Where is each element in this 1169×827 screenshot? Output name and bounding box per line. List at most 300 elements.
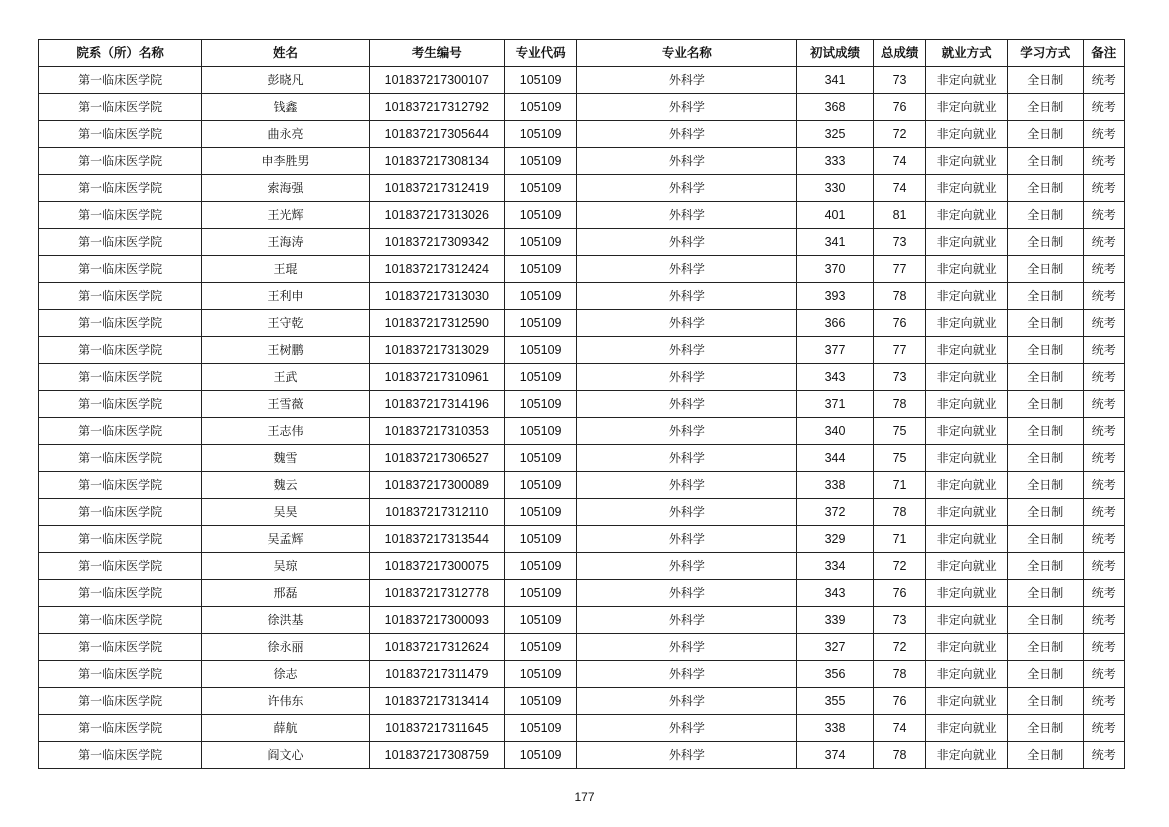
cell-name: 申李胜男 — [202, 148, 369, 175]
cell-major-name: 外科学 — [577, 553, 797, 580]
cell-prelim-score: 366 — [797, 310, 874, 337]
cell-candidate-id: 101837217313544 — [369, 526, 504, 553]
cell-major-name: 外科学 — [577, 580, 797, 607]
cell-total-score: 77 — [873, 337, 925, 364]
cell-remarks: 统考 — [1083, 364, 1124, 391]
cell-department: 第一临床医学院 — [39, 661, 202, 688]
table-row — [39, 688, 1125, 715]
column-header-prelim-score: 初试成绩 — [797, 40, 874, 67]
header-row — [39, 40, 1125, 67]
cell-total-score: 73 — [873, 67, 925, 94]
cell-major-code: 105109 — [504, 418, 577, 445]
cell-major-name: 外科学 — [577, 742, 797, 769]
cell-employment-type: 非定向就业 — [926, 121, 1008, 148]
cell-prelim-score: 343 — [797, 580, 874, 607]
cell-employment-type: 非定向就业 — [926, 310, 1008, 337]
cell-candidate-id: 101837217308759 — [369, 742, 504, 769]
cell-candidate-id: 101837217312792 — [369, 94, 504, 121]
table-row — [39, 283, 1125, 310]
cell-employment-type: 非定向就业 — [926, 445, 1008, 472]
cell-candidate-id: 101837217312424 — [369, 256, 504, 283]
cell-total-score: 78 — [873, 283, 925, 310]
cell-employment-type: 非定向就业 — [926, 553, 1008, 580]
cell-total-score: 77 — [873, 256, 925, 283]
cell-employment-type: 非定向就业 — [926, 94, 1008, 121]
cell-study-mode: 全日制 — [1007, 364, 1083, 391]
cell-major-code: 105109 — [504, 256, 577, 283]
admission-table — [38, 39, 1125, 769]
cell-name: 王光辉 — [202, 202, 369, 229]
cell-candidate-id: 101837217312110 — [369, 499, 504, 526]
table-row — [39, 94, 1125, 121]
cell-study-mode: 全日制 — [1007, 310, 1083, 337]
cell-name: 薛航 — [202, 715, 369, 742]
cell-name: 钱鑫 — [202, 94, 369, 121]
cell-candidate-id: 101837217306527 — [369, 445, 504, 472]
cell-candidate-id: 101837217310353 — [369, 418, 504, 445]
table-row — [39, 202, 1125, 229]
cell-remarks: 统考 — [1083, 391, 1124, 418]
cell-major-code: 105109 — [504, 634, 577, 661]
cell-major-name: 外科学 — [577, 310, 797, 337]
cell-study-mode: 全日制 — [1007, 67, 1083, 94]
cell-major-code: 105109 — [504, 94, 577, 121]
cell-department: 第一临床医学院 — [39, 256, 202, 283]
cell-major-code: 105109 — [504, 391, 577, 418]
cell-candidate-id: 101837217312624 — [369, 634, 504, 661]
cell-prelim-score: 333 — [797, 148, 874, 175]
cell-study-mode: 全日制 — [1007, 175, 1083, 202]
cell-employment-type: 非定向就业 — [926, 580, 1008, 607]
cell-employment-type: 非定向就业 — [926, 391, 1008, 418]
cell-candidate-id: 101837217300093 — [369, 607, 504, 634]
cell-study-mode: 全日制 — [1007, 553, 1083, 580]
cell-employment-type: 非定向就业 — [926, 364, 1008, 391]
table-row — [39, 715, 1125, 742]
cell-remarks: 统考 — [1083, 418, 1124, 445]
cell-name: 邢磊 — [202, 580, 369, 607]
cell-study-mode: 全日制 — [1007, 688, 1083, 715]
cell-candidate-id: 101837217300089 — [369, 472, 504, 499]
table-row — [39, 121, 1125, 148]
cell-study-mode: 全日制 — [1007, 472, 1083, 499]
cell-employment-type: 非定向就业 — [926, 526, 1008, 553]
cell-study-mode: 全日制 — [1007, 202, 1083, 229]
cell-candidate-id: 101837217300075 — [369, 553, 504, 580]
cell-prelim-score: 344 — [797, 445, 874, 472]
admission-list — [38, 39, 1125, 769]
cell-major-name: 外科学 — [577, 148, 797, 175]
cell-candidate-id: 101837217311479 — [369, 661, 504, 688]
cell-total-score: 73 — [873, 607, 925, 634]
table-row — [39, 661, 1125, 688]
cell-department: 第一临床医学院 — [39, 445, 202, 472]
cell-major-name: 外科学 — [577, 688, 797, 715]
table-row — [39, 580, 1125, 607]
cell-candidate-id: 101837217313414 — [369, 688, 504, 715]
cell-total-score: 76 — [873, 310, 925, 337]
cell-major-name: 外科学 — [577, 67, 797, 94]
cell-major-name: 外科学 — [577, 661, 797, 688]
cell-remarks: 统考 — [1083, 742, 1124, 769]
cell-name: 王志伟 — [202, 418, 369, 445]
cell-study-mode: 全日制 — [1007, 526, 1083, 553]
cell-study-mode: 全日制 — [1007, 418, 1083, 445]
table-row — [39, 391, 1125, 418]
cell-prelim-score: 339 — [797, 607, 874, 634]
cell-major-code: 105109 — [504, 175, 577, 202]
cell-employment-type: 非定向就业 — [926, 499, 1008, 526]
cell-study-mode: 全日制 — [1007, 391, 1083, 418]
cell-prelim-score: 325 — [797, 121, 874, 148]
table-row — [39, 472, 1125, 499]
cell-prelim-score: 327 — [797, 634, 874, 661]
column-header-department: 院系（所）名称 — [39, 40, 202, 67]
cell-major-code: 105109 — [504, 472, 577, 499]
cell-department: 第一临床医学院 — [39, 580, 202, 607]
cell-name: 王树鹏 — [202, 337, 369, 364]
cell-total-score: 78 — [873, 742, 925, 769]
column-header-total-score: 总成绩 — [873, 40, 925, 67]
cell-prelim-score: 372 — [797, 499, 874, 526]
cell-major-code: 105109 — [504, 67, 577, 94]
cell-prelim-score: 371 — [797, 391, 874, 418]
cell-remarks: 统考 — [1083, 499, 1124, 526]
cell-prelim-score: 330 — [797, 175, 874, 202]
cell-total-score: 78 — [873, 499, 925, 526]
cell-major-code: 105109 — [504, 688, 577, 715]
cell-total-score: 74 — [873, 715, 925, 742]
cell-department: 第一临床医学院 — [39, 67, 202, 94]
cell-employment-type: 非定向就业 — [926, 742, 1008, 769]
cell-major-name: 外科学 — [577, 391, 797, 418]
table-row — [39, 499, 1125, 526]
table-row — [39, 229, 1125, 256]
cell-department: 第一临床医学院 — [39, 175, 202, 202]
cell-remarks: 统考 — [1083, 661, 1124, 688]
cell-department: 第一临床医学院 — [39, 364, 202, 391]
cell-total-score: 78 — [873, 661, 925, 688]
cell-study-mode: 全日制 — [1007, 499, 1083, 526]
cell-employment-type: 非定向就业 — [926, 175, 1008, 202]
cell-name: 王海涛 — [202, 229, 369, 256]
cell-total-score: 71 — [873, 472, 925, 499]
cell-employment-type: 非定向就业 — [926, 256, 1008, 283]
table-row — [39, 364, 1125, 391]
cell-department: 第一临床医学院 — [39, 391, 202, 418]
cell-total-score: 75 — [873, 445, 925, 472]
cell-name: 吴昊 — [202, 499, 369, 526]
cell-study-mode: 全日制 — [1007, 283, 1083, 310]
cell-remarks: 统考 — [1083, 634, 1124, 661]
cell-department: 第一临床医学院 — [39, 526, 202, 553]
table-row — [39, 67, 1125, 94]
cell-remarks: 统考 — [1083, 175, 1124, 202]
cell-major-name: 外科学 — [577, 445, 797, 472]
cell-name: 吴孟辉 — [202, 526, 369, 553]
cell-study-mode: 全日制 — [1007, 148, 1083, 175]
cell-department: 第一临床医学院 — [39, 283, 202, 310]
cell-name: 王利申 — [202, 283, 369, 310]
cell-employment-type: 非定向就业 — [926, 472, 1008, 499]
cell-remarks: 统考 — [1083, 580, 1124, 607]
cell-employment-type: 非定向就业 — [926, 67, 1008, 94]
cell-name: 徐志 — [202, 661, 369, 688]
cell-prelim-score: 374 — [797, 742, 874, 769]
cell-remarks: 统考 — [1083, 337, 1124, 364]
cell-major-code: 105109 — [504, 310, 577, 337]
cell-prelim-score: 401 — [797, 202, 874, 229]
cell-total-score: 74 — [873, 148, 925, 175]
cell-candidate-id: 101837217313029 — [369, 337, 504, 364]
cell-employment-type: 非定向就业 — [926, 283, 1008, 310]
cell-prelim-score: 370 — [797, 256, 874, 283]
column-header-candidate-id: 考生编号 — [369, 40, 504, 67]
cell-employment-type: 非定向就业 — [926, 229, 1008, 256]
cell-total-score: 71 — [873, 526, 925, 553]
table-row — [39, 148, 1125, 175]
cell-total-score: 78 — [873, 391, 925, 418]
cell-study-mode: 全日制 — [1007, 121, 1083, 148]
cell-study-mode: 全日制 — [1007, 94, 1083, 121]
cell-total-score: 75 — [873, 418, 925, 445]
cell-employment-type: 非定向就业 — [926, 715, 1008, 742]
cell-major-name: 外科学 — [577, 634, 797, 661]
cell-study-mode: 全日制 — [1007, 607, 1083, 634]
table-row — [39, 742, 1125, 769]
cell-prelim-score: 393 — [797, 283, 874, 310]
cell-total-score: 74 — [873, 175, 925, 202]
cell-major-code: 105109 — [504, 553, 577, 580]
cell-department: 第一临床医学院 — [39, 229, 202, 256]
cell-total-score: 76 — [873, 688, 925, 715]
cell-study-mode: 全日制 — [1007, 580, 1083, 607]
table-row — [39, 634, 1125, 661]
cell-department: 第一临床医学院 — [39, 418, 202, 445]
cell-major-name: 外科学 — [577, 607, 797, 634]
cell-prelim-score: 338 — [797, 472, 874, 499]
cell-name: 彭晓凡 — [202, 67, 369, 94]
cell-department: 第一临床医学院 — [39, 121, 202, 148]
cell-major-name: 外科学 — [577, 364, 797, 391]
cell-major-code: 105109 — [504, 202, 577, 229]
cell-candidate-id: 101837217300107 — [369, 67, 504, 94]
cell-name: 曲永亮 — [202, 121, 369, 148]
cell-remarks: 统考 — [1083, 283, 1124, 310]
cell-total-score: 73 — [873, 364, 925, 391]
cell-major-name: 外科学 — [577, 499, 797, 526]
cell-major-code: 105109 — [504, 445, 577, 472]
cell-remarks: 统考 — [1083, 526, 1124, 553]
cell-employment-type: 非定向就业 — [926, 661, 1008, 688]
cell-major-name: 外科学 — [577, 175, 797, 202]
cell-major-code: 105109 — [504, 364, 577, 391]
cell-remarks: 统考 — [1083, 148, 1124, 175]
table-row — [39, 526, 1125, 553]
cell-prelim-score: 356 — [797, 661, 874, 688]
cell-department: 第一临床医学院 — [39, 499, 202, 526]
cell-employment-type: 非定向就业 — [926, 148, 1008, 175]
cell-study-mode: 全日制 — [1007, 634, 1083, 661]
cell-major-code: 105109 — [504, 526, 577, 553]
cell-name: 王守乾 — [202, 310, 369, 337]
cell-major-name: 外科学 — [577, 472, 797, 499]
cell-major-code: 105109 — [504, 661, 577, 688]
table-row — [39, 310, 1125, 337]
cell-department: 第一临床医学院 — [39, 337, 202, 364]
cell-total-score: 81 — [873, 202, 925, 229]
cell-remarks: 统考 — [1083, 553, 1124, 580]
cell-department: 第一临床医学院 — [39, 202, 202, 229]
cell-total-score: 72 — [873, 553, 925, 580]
cell-remarks: 统考 — [1083, 94, 1124, 121]
cell-employment-type: 非定向就业 — [926, 337, 1008, 364]
cell-name: 王雪薇 — [202, 391, 369, 418]
table-row — [39, 553, 1125, 580]
cell-study-mode: 全日制 — [1007, 742, 1083, 769]
column-header-employment-type: 就业方式 — [926, 40, 1008, 67]
cell-candidate-id: 101837217312419 — [369, 175, 504, 202]
cell-department: 第一临床医学院 — [39, 634, 202, 661]
cell-major-code: 105109 — [504, 229, 577, 256]
cell-department: 第一临床医学院 — [39, 310, 202, 337]
cell-remarks: 统考 — [1083, 445, 1124, 472]
table-body — [39, 67, 1125, 769]
cell-major-name: 外科学 — [577, 94, 797, 121]
cell-remarks: 统考 — [1083, 607, 1124, 634]
cell-candidate-id: 101837217305644 — [369, 121, 504, 148]
cell-major-code: 105109 — [504, 607, 577, 634]
table-row — [39, 256, 1125, 283]
cell-candidate-id: 101837217309342 — [369, 229, 504, 256]
cell-department: 第一临床医学院 — [39, 472, 202, 499]
cell-major-code: 105109 — [504, 283, 577, 310]
column-header-major-name: 专业名称 — [577, 40, 797, 67]
cell-remarks: 统考 — [1083, 67, 1124, 94]
cell-name: 王武 — [202, 364, 369, 391]
table-row — [39, 337, 1125, 364]
cell-prelim-score: 368 — [797, 94, 874, 121]
column-header-name: 姓名 — [202, 40, 369, 67]
cell-study-mode: 全日制 — [1007, 337, 1083, 364]
cell-study-mode: 全日制 — [1007, 229, 1083, 256]
cell-major-name: 外科学 — [577, 337, 797, 364]
cell-remarks: 统考 — [1083, 229, 1124, 256]
cell-total-score: 76 — [873, 580, 925, 607]
cell-study-mode: 全日制 — [1007, 445, 1083, 472]
cell-remarks: 统考 — [1083, 202, 1124, 229]
table-row — [39, 175, 1125, 202]
cell-prelim-score: 341 — [797, 67, 874, 94]
cell-major-code: 105109 — [504, 121, 577, 148]
cell-major-name: 外科学 — [577, 715, 797, 742]
cell-employment-type: 非定向就业 — [926, 202, 1008, 229]
cell-remarks: 统考 — [1083, 310, 1124, 337]
cell-major-code: 105109 — [504, 742, 577, 769]
cell-department: 第一临床医学院 — [39, 742, 202, 769]
cell-major-name: 外科学 — [577, 418, 797, 445]
cell-total-score: 76 — [873, 94, 925, 121]
cell-major-name: 外科学 — [577, 229, 797, 256]
cell-major-code: 105109 — [504, 499, 577, 526]
cell-prelim-score: 355 — [797, 688, 874, 715]
cell-department: 第一临床医学院 — [39, 553, 202, 580]
cell-name: 徐洪基 — [202, 607, 369, 634]
cell-remarks: 统考 — [1083, 688, 1124, 715]
cell-study-mode: 全日制 — [1007, 715, 1083, 742]
cell-department: 第一临床医学院 — [39, 94, 202, 121]
cell-candidate-id: 101837217310961 — [369, 364, 504, 391]
cell-remarks: 统考 — [1083, 715, 1124, 742]
cell-total-score: 72 — [873, 121, 925, 148]
cell-employment-type: 非定向就业 — [926, 688, 1008, 715]
table-row — [39, 445, 1125, 472]
cell-department: 第一临床医学院 — [39, 715, 202, 742]
cell-major-code: 105109 — [504, 580, 577, 607]
cell-candidate-id: 101837217314196 — [369, 391, 504, 418]
cell-name: 魏云 — [202, 472, 369, 499]
cell-name: 徐永丽 — [202, 634, 369, 661]
cell-candidate-id: 101837217311645 — [369, 715, 504, 742]
cell-major-code: 105109 — [504, 715, 577, 742]
cell-candidate-id: 101837217313026 — [369, 202, 504, 229]
cell-name: 魏雪 — [202, 445, 369, 472]
cell-major-name: 外科学 — [577, 526, 797, 553]
cell-employment-type: 非定向就业 — [926, 607, 1008, 634]
cell-employment-type: 非定向就业 — [926, 418, 1008, 445]
cell-major-name: 外科学 — [577, 283, 797, 310]
cell-remarks: 统考 — [1083, 256, 1124, 283]
cell-name: 许伟东 — [202, 688, 369, 715]
cell-prelim-score: 341 — [797, 229, 874, 256]
page-number: 177 — [574, 790, 595, 804]
table-row — [39, 607, 1125, 634]
column-header-major-code: 专业代码 — [504, 40, 577, 67]
cell-major-code: 105109 — [504, 337, 577, 364]
cell-major-name: 外科学 — [577, 121, 797, 148]
cell-study-mode: 全日制 — [1007, 256, 1083, 283]
cell-name: 阎文心 — [202, 742, 369, 769]
cell-total-score: 72 — [873, 634, 925, 661]
column-header-remarks: 备注 — [1083, 40, 1124, 67]
table-row — [39, 418, 1125, 445]
cell-department: 第一临床医学院 — [39, 607, 202, 634]
cell-department: 第一临床医学院 — [39, 688, 202, 715]
cell-candidate-id: 101837217312778 — [369, 580, 504, 607]
cell-name: 吴琼 — [202, 553, 369, 580]
cell-prelim-score: 334 — [797, 553, 874, 580]
cell-major-code: 105109 — [504, 148, 577, 175]
cell-prelim-score: 343 — [797, 364, 874, 391]
cell-candidate-id: 101837217312590 — [369, 310, 504, 337]
cell-remarks: 统考 — [1083, 121, 1124, 148]
cell-candidate-id: 101837217313030 — [369, 283, 504, 310]
cell-total-score: 73 — [873, 229, 925, 256]
cell-major-name: 外科学 — [577, 256, 797, 283]
cell-name: 王琨 — [202, 256, 369, 283]
cell-prelim-score: 340 — [797, 418, 874, 445]
cell-remarks: 统考 — [1083, 472, 1124, 499]
cell-prelim-score: 377 — [797, 337, 874, 364]
cell-name: 索海强 — [202, 175, 369, 202]
cell-candidate-id: 101837217308134 — [369, 148, 504, 175]
cell-employment-type: 非定向就业 — [926, 634, 1008, 661]
cell-prelim-score: 329 — [797, 526, 874, 553]
cell-major-name: 外科学 — [577, 202, 797, 229]
cell-department: 第一临床医学院 — [39, 148, 202, 175]
column-header-study-mode: 学习方式 — [1007, 40, 1083, 67]
cell-study-mode: 全日制 — [1007, 661, 1083, 688]
